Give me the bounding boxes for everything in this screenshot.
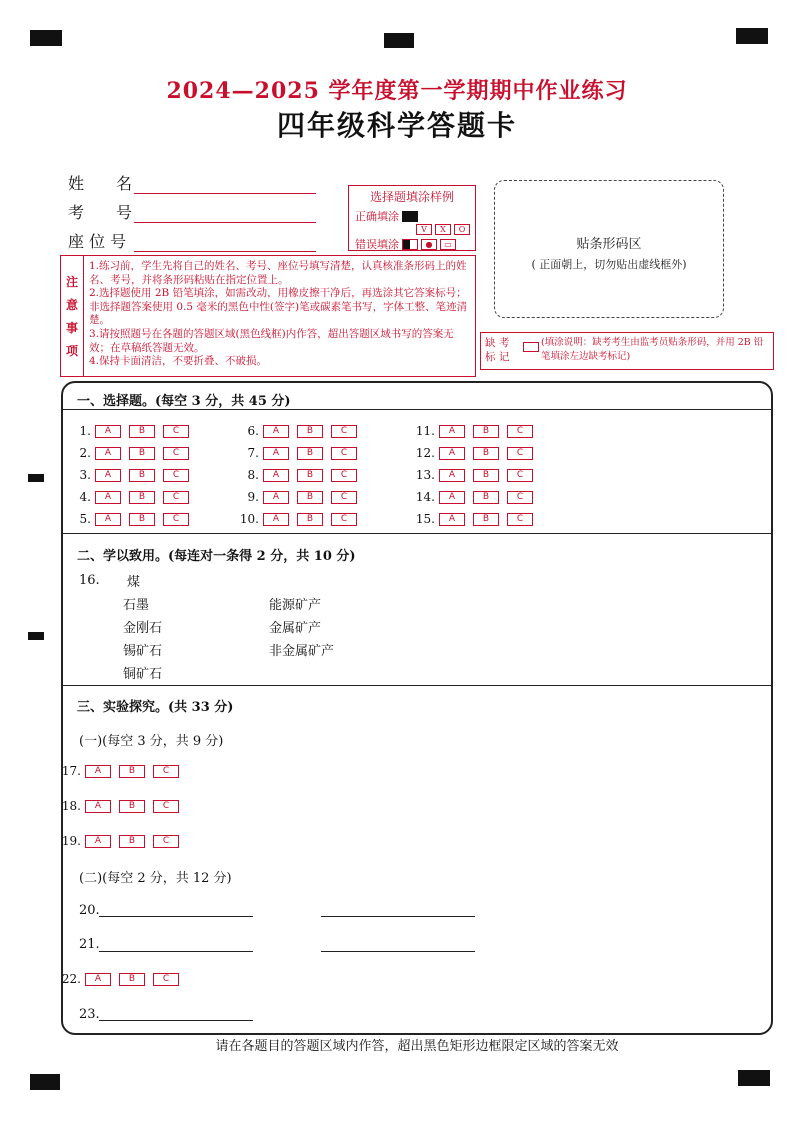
question-2 <box>67 446 197 460</box>
note-item: 4.保持卡面清洁，不要折叠、不破损。 <box>89 355 268 368</box>
question-16-number: 16. <box>79 573 100 588</box>
footer-notice: 请在各题目的答题区域内作答，超出黑色矩形边框限定区域的答案无效 <box>215 1039 619 1054</box>
option-bubble-b[interactable]: B <box>473 447 499 460</box>
wrong-mark-v: V <box>416 224 432 235</box>
filled-box-icon <box>402 211 418 222</box>
option-bubble-c[interactable]: C <box>163 447 189 460</box>
question-number: 6. <box>247 424 259 438</box>
question-20-number: 20. <box>79 903 100 918</box>
exam-number-field[interactable] <box>68 199 316 223</box>
question-17 <box>57 764 187 778</box>
wrong-fill-label: 错误填涂 <box>355 238 399 251</box>
match-right-item: 非金属矿产 <box>269 644 335 659</box>
match-left-item: 煤 <box>127 575 141 590</box>
fill-sample-title: 选择题填涂样例 <box>369 190 454 204</box>
question-12 <box>411 446 541 460</box>
absent-mark-box <box>480 332 774 370</box>
option-bubble-b[interactable]: B <box>473 491 499 504</box>
question-23-number: 23. <box>79 1007 100 1022</box>
notes-box <box>60 255 476 377</box>
wrong-mark-x: X <box>435 224 451 235</box>
option-bubble-c[interactable]: C <box>153 973 179 986</box>
registration-mark-bottom-left <box>30 1074 60 1090</box>
option-bubble-a[interactable]: A <box>85 973 111 986</box>
option-bubble-c[interactable]: C <box>331 491 357 504</box>
option-bubble-b[interactable]: B <box>297 447 323 460</box>
answer-blank[interactable] <box>99 950 253 952</box>
option-bubble-a[interactable]: A <box>263 447 289 460</box>
option-bubble-b[interactable]: B <box>119 800 145 813</box>
question-number: 11. <box>415 424 435 438</box>
match-right-item: 金属矿产 <box>269 621 322 636</box>
option-bubble-a[interactable]: A <box>263 513 289 526</box>
notes-side-label <box>61 256 84 376</box>
question-4 <box>67 490 197 504</box>
absent-mark-label: 缺 考 标 记 <box>485 337 510 363</box>
notes-side-char: 意 <box>65 298 78 312</box>
note-item: 1.练习前，学生先将自己的姓名、考号、座位号填写清楚，认真核准条形码上的姓名、考号，并将条形码粘贴在指定位置上。 <box>89 260 467 286</box>
question-11 <box>411 424 541 438</box>
question-number: 14. <box>415 490 435 504</box>
option-bubble-a[interactable]: A <box>439 447 465 460</box>
question-22 <box>57 972 187 986</box>
option-bubble-b[interactable]: B <box>129 469 155 482</box>
option-bubble-a[interactable]: A <box>263 491 289 504</box>
question-15 <box>411 512 541 526</box>
option-bubble-b[interactable]: B <box>129 513 155 526</box>
correct-fill-label: 正确填涂 <box>355 210 399 223</box>
option-bubble-a[interactable]: A <box>439 491 465 504</box>
notes-side-char: 事 <box>65 321 78 335</box>
question-number: 9. <box>247 490 259 504</box>
section3-part2-title: (二)(每空 2 分，共 12 分) <box>79 871 232 886</box>
answer-blank[interactable] <box>321 915 475 917</box>
option-bubble-a[interactable]: A <box>95 491 121 504</box>
question-number: 13. <box>415 468 435 482</box>
option-bubble-c[interactable]: C <box>331 447 357 460</box>
option-bubble-c[interactable]: C <box>163 469 189 482</box>
answer-blank[interactable] <box>321 950 475 952</box>
option-bubble-b[interactable]: B <box>129 447 155 460</box>
question-8 <box>235 468 365 482</box>
wrong-fill-row-top <box>413 224 475 235</box>
option-bubble-a[interactable]: A <box>85 800 111 813</box>
section2-bottom-divider <box>63 685 771 686</box>
question-number: 19. <box>61 834 81 848</box>
exam-number-line[interactable] <box>134 204 316 223</box>
section1-bottom-divider <box>63 533 771 534</box>
option-bubble-a[interactable]: A <box>263 469 289 482</box>
option-bubble-c[interactable]: C <box>331 469 357 482</box>
registration-mark-left-1 <box>28 474 44 482</box>
answer-blank[interactable] <box>99 1019 253 1021</box>
name-label: 姓 名 <box>68 174 133 193</box>
dot-box-icon: ● <box>421 239 437 250</box>
seat-number-label: 座 位 号 <box>68 232 127 251</box>
question-3 <box>67 468 197 482</box>
option-bubble-c[interactable]: C <box>163 425 189 438</box>
option-bubble-a[interactable]: A <box>95 425 121 438</box>
option-bubble-c[interactable]: C <box>153 765 179 778</box>
section2-title: 二、学以致用。(每连对一条得 2 分，共 10 分) <box>77 549 356 564</box>
dash-box-icon: ▭ <box>440 239 456 250</box>
barcode-area <box>494 180 724 318</box>
registration-mark-top-center <box>384 33 414 48</box>
notes-side-char: 项 <box>65 344 78 358</box>
option-bubble-b[interactable]: B <box>473 425 499 438</box>
note-item: 2.选择题使用 2B 铅笔填涂，如需改动，用橡皮擦干净后，再选涂其它答案标号；非选择题答案使用 0.5 毫米的黑色中性(签字)笔或碳素笔书写，字体工整、笔迹清楚。 <box>89 287 468 327</box>
section1-title: 一、选择题。(每空 3 分，共 45 分) <box>77 394 291 409</box>
question-10 <box>235 512 365 526</box>
option-bubble-c[interactable]: C <box>507 513 533 526</box>
option-bubble-b[interactable]: B <box>119 973 145 986</box>
option-bubble-b[interactable]: B <box>297 425 323 438</box>
option-bubble-c[interactable]: C <box>507 469 533 482</box>
exam-title: 2024—2025 学年度第一学期期中作业练习 <box>166 78 628 104</box>
option-bubble-c[interactable]: C <box>331 513 357 526</box>
question-number: 17. <box>61 764 81 778</box>
option-bubble-a[interactable]: A <box>95 447 121 460</box>
match-left-item: 石墨 <box>123 598 150 613</box>
barcode-area-note: ( 正面朝上，切勿贴出虚线框外) <box>531 258 687 271</box>
section3-title: 三、实验探究。(共 33 分) <box>77 700 234 715</box>
question-9 <box>235 490 365 504</box>
question-number: 12. <box>415 446 435 460</box>
question-6 <box>235 424 365 438</box>
question-number: 2. <box>79 446 91 460</box>
question-14 <box>411 490 541 504</box>
fill-sample-box <box>348 185 476 251</box>
option-bubble-b[interactable]: B <box>119 765 145 778</box>
question-1 <box>67 424 197 438</box>
match-left-item: 铜矿石 <box>123 667 163 682</box>
wrong-fill-row <box>355 236 475 252</box>
option-bubble-c[interactable]: C <box>163 513 189 526</box>
absent-mark-instructions: (填涂说明：缺考考生由监考员贴条形码，并用 2B 铅笔填涂左边缺考标记) <box>541 337 764 362</box>
option-bubble-a[interactable]: A <box>85 835 111 848</box>
question-number: 5. <box>79 512 91 526</box>
option-bubble-a[interactable]: A <box>263 425 289 438</box>
answer-blank[interactable] <box>99 915 253 917</box>
question-number: 7. <box>247 446 259 460</box>
note-item: 3.请按照题号在各题的答题区域(黑色线框)内作答，超出答题区域书写的答案无效；在草稿纸答题无效。 <box>89 327 454 354</box>
question-number: 18. <box>61 799 81 813</box>
question-number: 10. <box>239 512 259 526</box>
question-5 <box>67 512 197 526</box>
barcode-area-title: 贴条形码区 <box>576 237 642 252</box>
question-13 <box>411 468 541 482</box>
match-left-item: 金刚石 <box>123 621 163 636</box>
option-bubble-c[interactable]: C <box>153 800 179 813</box>
seat-number-field[interactable] <box>68 228 316 252</box>
match-left-item: 锡矿石 <box>123 644 163 659</box>
option-bubble-a[interactable]: A <box>85 765 111 778</box>
option-bubble-a[interactable]: A <box>95 469 121 482</box>
name-line[interactable] <box>134 175 316 194</box>
option-bubble-b[interactable]: B <box>119 835 145 848</box>
question-number: 22. <box>61 972 81 986</box>
wrong-mark-o: O <box>454 224 470 235</box>
option-bubble-c[interactable]: C <box>507 491 533 504</box>
option-bubble-b[interactable]: B <box>297 469 323 482</box>
question-number: 1. <box>79 424 91 438</box>
option-bubble-a[interactable]: A <box>439 513 465 526</box>
question-19 <box>57 834 187 848</box>
option-bubble-a[interactable]: A <box>439 469 465 482</box>
section1-divider <box>63 409 771 410</box>
match-right-item: 能源矿产 <box>269 598 322 613</box>
registration-mark-bottom-right <box>738 1070 770 1086</box>
section3-part1-title: (一)(每空 3 分，共 9 分) <box>79 734 224 749</box>
name-field[interactable] <box>68 170 316 194</box>
option-bubble-c[interactable]: C <box>153 835 179 848</box>
notes-body <box>89 260 471 369</box>
option-bubble-b[interactable]: B <box>297 513 323 526</box>
registration-mark-left-2 <box>28 632 44 640</box>
exam-number-label: 考 号 <box>68 203 133 222</box>
option-bubble-b[interactable]: B <box>473 513 499 526</box>
question-21-number: 21. <box>79 937 100 952</box>
half-filled-box-icon <box>402 239 418 250</box>
answer-frame <box>61 381 773 1054</box>
registration-mark-top-left <box>30 30 62 46</box>
option-bubble-b[interactable]: B <box>129 491 155 504</box>
question-7 <box>235 446 365 460</box>
question-18 <box>57 799 187 813</box>
option-bubble-c[interactable]: C <box>331 425 357 438</box>
answer-sheet-title: 四年级科学答题卡 <box>276 109 517 142</box>
option-bubble-b[interactable]: B <box>297 491 323 504</box>
absent-checkbox[interactable] <box>523 342 539 352</box>
question-number: 8. <box>247 468 259 482</box>
registration-mark-top-right <box>736 28 768 44</box>
option-bubble-b[interactable]: B <box>129 425 155 438</box>
option-bubble-a[interactable]: A <box>95 513 121 526</box>
option-bubble-c[interactable]: C <box>507 447 533 460</box>
option-bubble-a[interactable]: A <box>439 425 465 438</box>
option-bubble-b[interactable]: B <box>473 469 499 482</box>
option-bubble-c[interactable]: C <box>507 425 533 438</box>
question-number: 4. <box>79 490 91 504</box>
question-number: 15. <box>415 512 435 526</box>
option-bubble-c[interactable]: C <box>163 491 189 504</box>
notes-side-char: 注 <box>65 275 78 289</box>
seat-number-line[interactable] <box>134 233 316 252</box>
correct-fill-row <box>355 208 475 224</box>
question-number: 3. <box>79 468 91 482</box>
